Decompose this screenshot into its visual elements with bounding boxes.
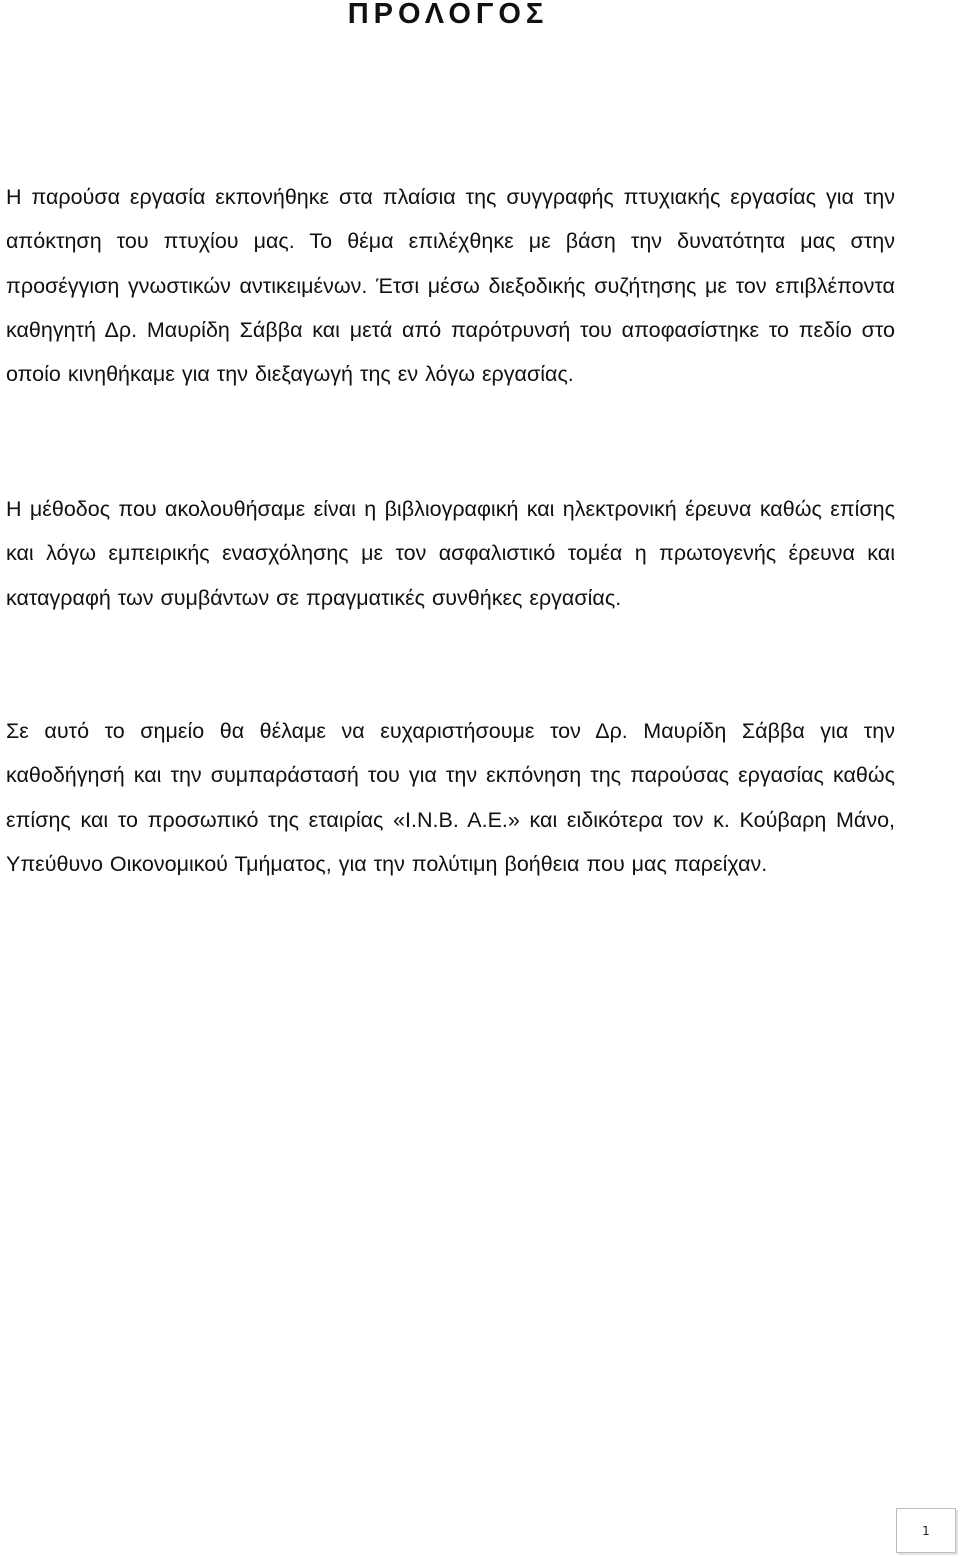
page-number: 1 — [896, 1508, 956, 1553]
page-title: ΠΡΟΛΟΓΟΣ — [347, 0, 549, 30]
paragraph-methodology: Η μέθοδος που ακολουθήσαμε είναι η βιβλιογραφική και ηλεκτρονική έρευνα καθώς επίσης και λόγω εμπειρικής ενασχόλησης με τον ασφαλιστικό τομέα η πρωτογενής έρευνα και καταγραφή των συμβάντων σε πραγματικές συνθήκες εργασίας. — [6, 497, 895, 610]
paragraph-acknowledgements: Σε αυτό το σημείο θα θέλαμε να ευχαριστήσουμε τον Δρ. Μαυρίδη Σάββα για την καθοδήγησή και την συμπαράστασή του για την εκπόνηση της παρούσας εργασίας καθώς επίσης και το προσωπικό της εταιρίας «Ι.Ν.Β. Α.Ε.» και ειδικότερα τον κ. Κούβαρη Μάνο, Υπεύθυνο Οικονομικού Τμήματος, για την πολύτιμη βοήθεια που μας παρείχαν. — [6, 719, 895, 876]
paragraph-preface-purpose: Η παρούσα εργασία εκπονήθηκε στα πλαίσια της συγγραφής πτυχιακής εργασίας για την απόκτηση του πτυχίου μας. Το θέμα επιλέχθηκε με βάση την δυνατότητα μας στην προσέγγιση γνωστικών αντικειμένων. Έτσι μέσω διεξοδικής συζήτησης με τον επιβλέποντα καθηγητή Δρ. Μαυρίδη Σάββα και μετά από παρότρυνσή του αποφασίστηκε το πεδίο στο οποίο κινηθήκαμε για την διεξαγωγή της εν λόγω εργασίας. — [6, 185, 895, 387]
